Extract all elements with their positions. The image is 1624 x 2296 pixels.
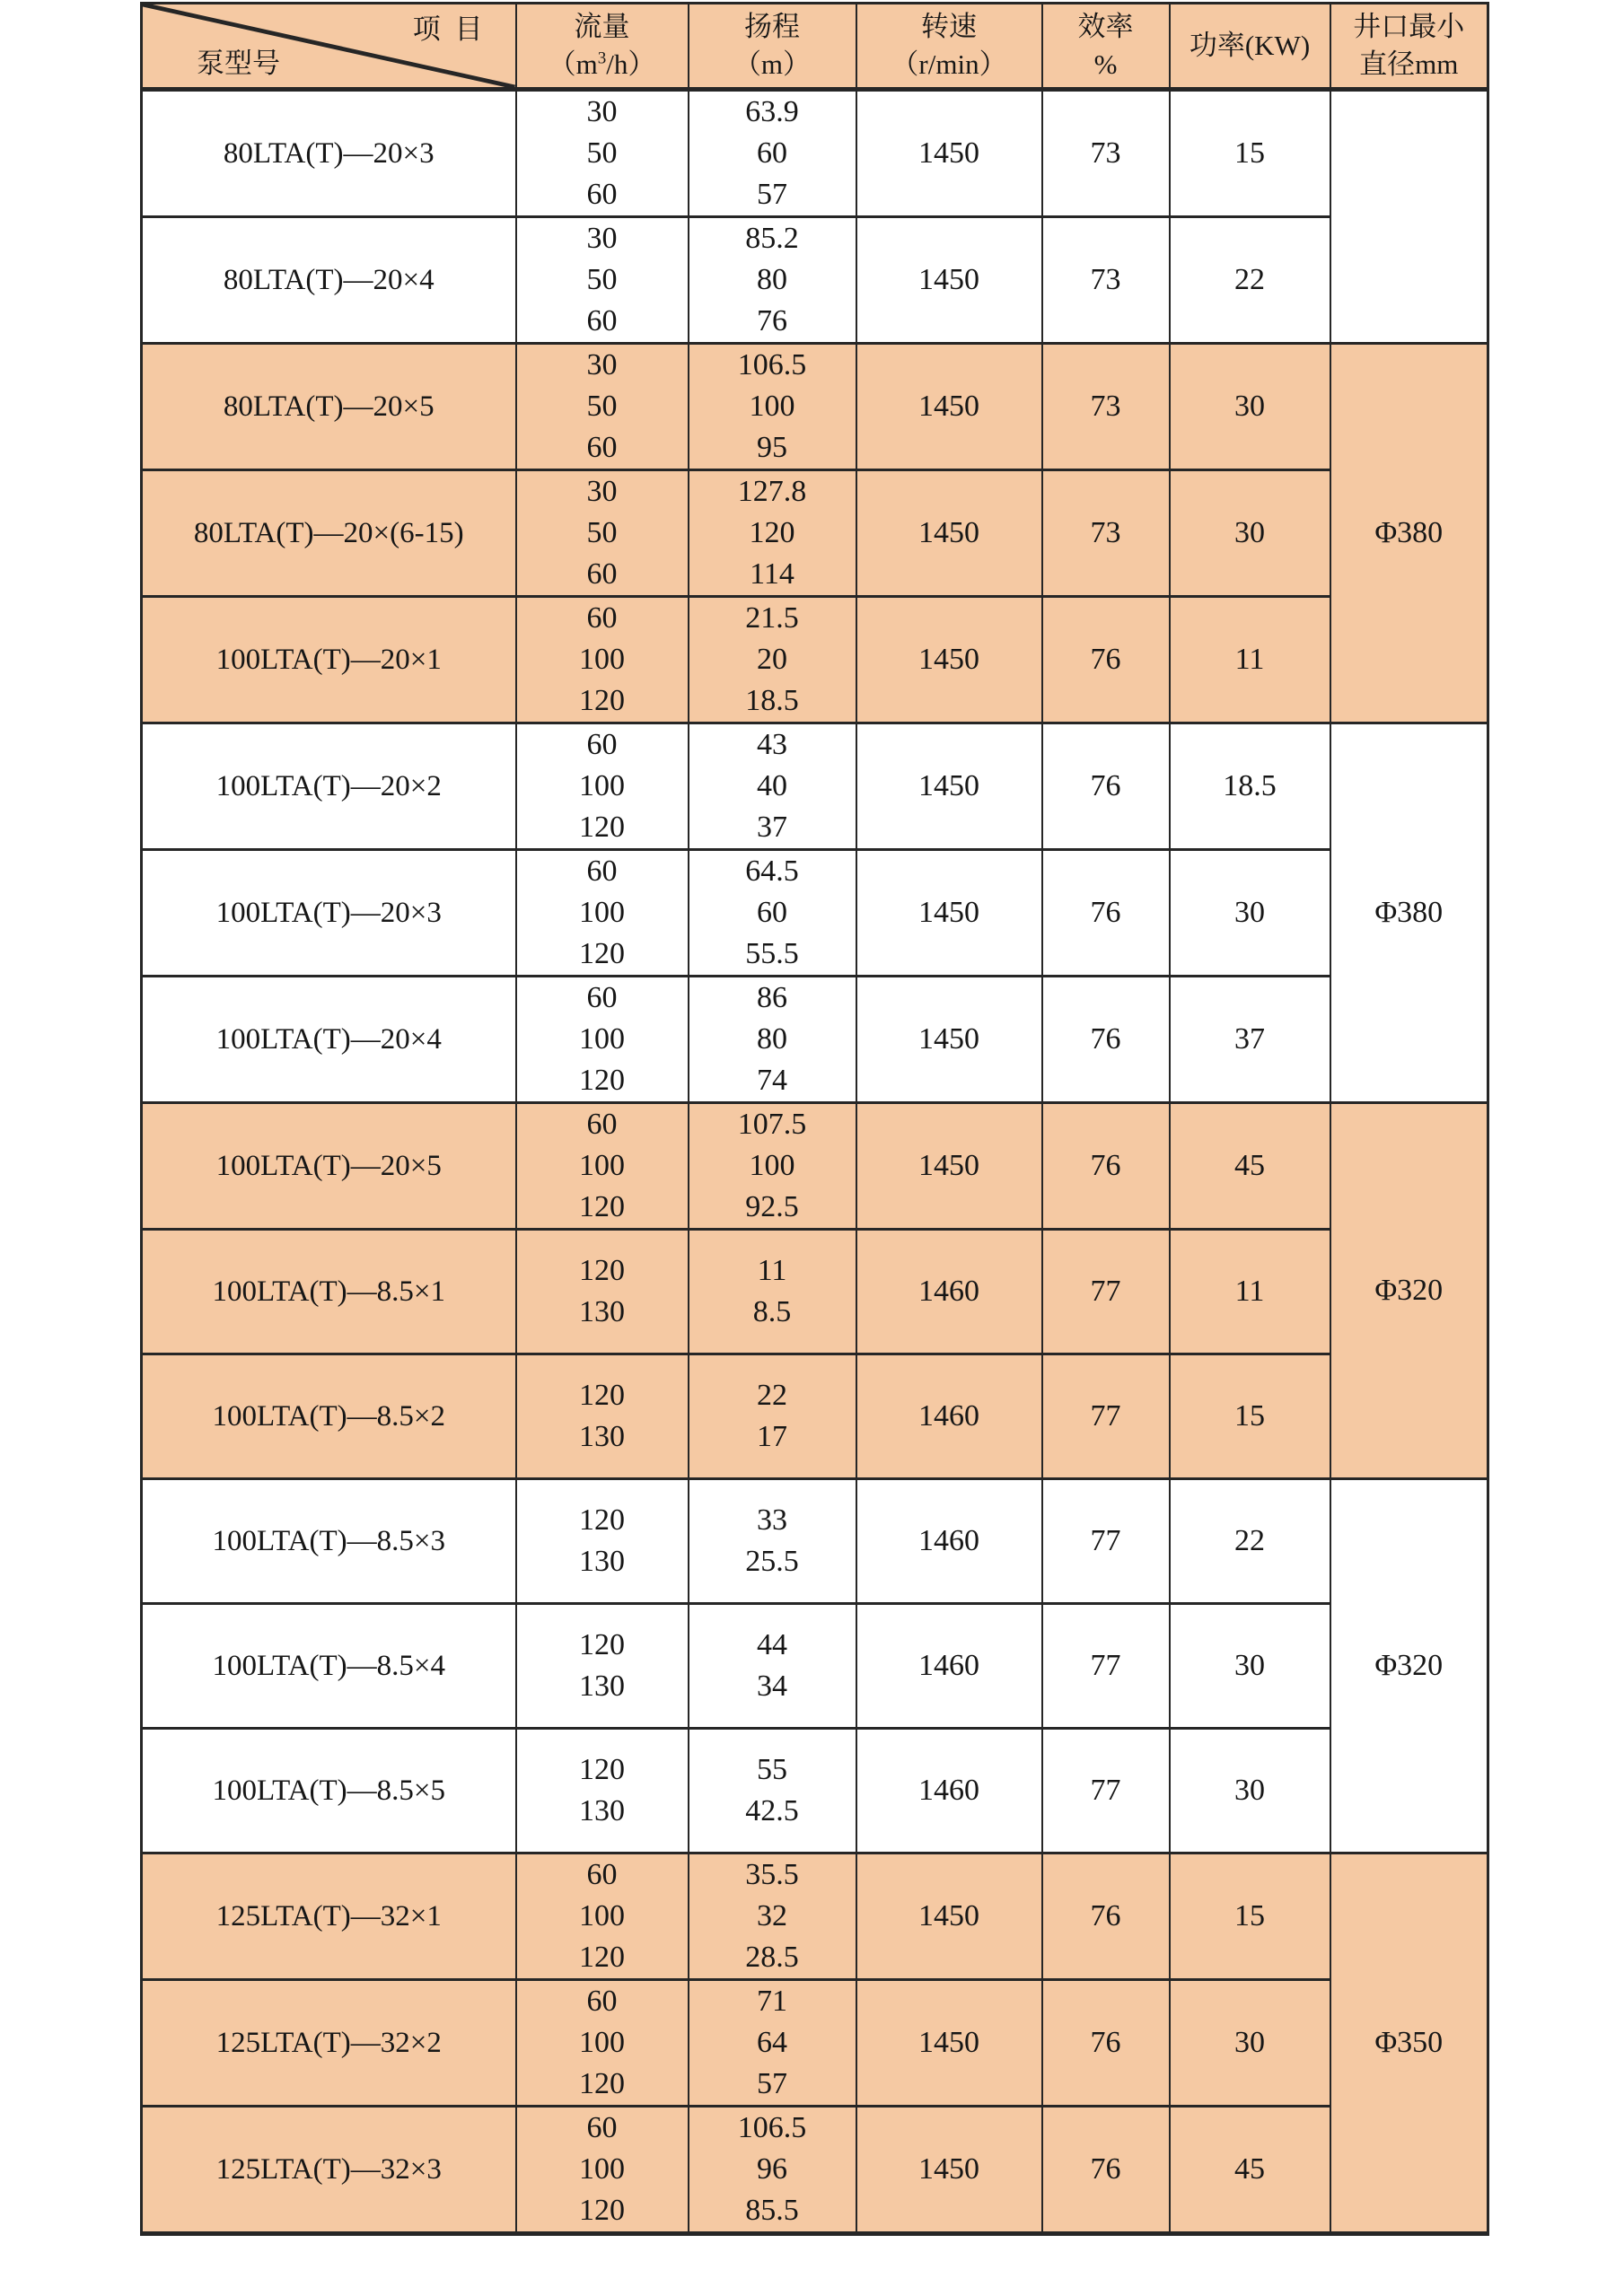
pump-model-cell: 80LTA(T)—20×(6-15) xyxy=(142,470,516,597)
flow-values-cell xyxy=(516,597,689,723)
power-cell: 15 xyxy=(1170,1853,1330,1980)
well-diameter-cell xyxy=(1330,90,1488,344)
head-value: 106.5 xyxy=(737,2111,807,2144)
table-row xyxy=(142,1479,1488,1604)
header-pump-model-label: 泵型号 xyxy=(197,48,280,79)
pump-model-cell: 125LTA(T)—32×3 xyxy=(142,2107,516,2234)
table-row xyxy=(142,1103,1488,1230)
head-value: 120 xyxy=(749,516,795,549)
head-value: 92.5 xyxy=(745,1190,799,1223)
power-cell: 11 xyxy=(1170,597,1330,723)
power-cell: 30 xyxy=(1170,1980,1330,2107)
flow-value: 60 xyxy=(586,304,618,337)
header-well-diameter-line2: 直径mm xyxy=(1359,48,1459,80)
flow-values-cell xyxy=(516,1604,689,1729)
pump-model-cell: 80LTA(T)—20×5 xyxy=(142,344,516,470)
power-cell: 30 xyxy=(1170,344,1330,470)
head-value: 64 xyxy=(757,2026,787,2059)
head-values-cell xyxy=(689,1103,856,1230)
header-flow-unit xyxy=(517,46,688,83)
efficiency-cell: 77 xyxy=(1042,1230,1170,1354)
flow-value: 120 xyxy=(579,2067,625,2100)
header-efficiency xyxy=(1042,4,1170,90)
efficiency-cell: 76 xyxy=(1042,723,1170,850)
flow-value: 120 xyxy=(579,937,625,970)
flow-values-cell xyxy=(516,1354,689,1479)
flow-values-cell xyxy=(516,90,689,217)
power-cell: 30 xyxy=(1170,1604,1330,1729)
head-value: 107.5 xyxy=(737,1108,807,1141)
head-values-cell xyxy=(689,723,856,850)
head-value: 37 xyxy=(757,811,787,844)
head-value: 42.5 xyxy=(745,1794,799,1827)
efficiency-cell: 77 xyxy=(1042,1604,1170,1729)
flow-value: 30 xyxy=(586,475,618,508)
pump-model-cell: 100LTA(T)—8.5×1 xyxy=(142,1230,516,1354)
power-cell: 18.5 xyxy=(1170,723,1330,850)
head-values-cell xyxy=(689,1980,856,2107)
flow-value: 120 xyxy=(579,1190,625,1223)
table-row xyxy=(142,217,1488,344)
head-value: 40 xyxy=(757,769,787,802)
flow-value: 60 xyxy=(586,431,618,464)
head-values-cell xyxy=(689,344,856,470)
table-row xyxy=(142,1604,1488,1729)
speed-cell: 1450 xyxy=(856,90,1042,217)
header-power xyxy=(1170,4,1330,90)
power-cell: 45 xyxy=(1170,2107,1330,2234)
efficiency-cell: 76 xyxy=(1042,850,1170,977)
head-value: 55.5 xyxy=(745,937,799,970)
head-value: 127.8 xyxy=(737,475,807,508)
power-cell: 15 xyxy=(1170,1354,1330,1479)
head-value: 60 xyxy=(757,896,787,929)
flow-value: 120 xyxy=(579,1503,625,1537)
efficiency-cell: 73 xyxy=(1042,344,1170,470)
flow-values-cell xyxy=(516,1853,689,1980)
flow-value: 120 xyxy=(579,1941,625,1974)
flow-values-cell xyxy=(516,344,689,470)
speed-cell: 1450 xyxy=(856,344,1042,470)
head-value: 35.5 xyxy=(745,1858,799,1891)
head-value: 28.5 xyxy=(745,1941,799,1974)
flow-value: 60 xyxy=(586,1108,618,1141)
flow-value: 100 xyxy=(579,769,625,802)
power-cell: 11 xyxy=(1170,1230,1330,1354)
header-speed-title: 转速 xyxy=(921,11,977,42)
flow-value: 120 xyxy=(579,1254,625,1287)
pump-model-cell: 100LTA(T)—8.5×5 xyxy=(142,1729,516,1853)
table-row xyxy=(142,597,1488,723)
head-value: 74 xyxy=(757,1064,787,1097)
flow-value: 120 xyxy=(579,684,625,717)
power-cell: 30 xyxy=(1170,850,1330,977)
pump-model-cell: 100LTA(T)—20×1 xyxy=(142,597,516,723)
flow-unit-pre: （m xyxy=(548,48,598,80)
head-value: 18.5 xyxy=(745,684,799,717)
head-value: 64.5 xyxy=(745,854,799,888)
head-value: 44 xyxy=(757,1628,787,1661)
well-diameter-cell: Φ380 xyxy=(1330,344,1488,723)
speed-cell: 1450 xyxy=(856,597,1042,723)
efficiency-cell: 76 xyxy=(1042,977,1170,1103)
speed-cell: 1460 xyxy=(856,1354,1042,1479)
flow-value: 120 xyxy=(579,1628,625,1661)
table-row xyxy=(142,344,1488,470)
head-value: 106.5 xyxy=(737,348,807,381)
speed-cell: 1450 xyxy=(856,977,1042,1103)
well-diameter-cell: Φ320 xyxy=(1330,1103,1488,1479)
flow-values-cell xyxy=(516,977,689,1103)
head-values-cell xyxy=(689,1853,856,1980)
flow-value: 60 xyxy=(586,728,618,761)
flow-value: 120 xyxy=(579,1064,625,1097)
flow-value: 60 xyxy=(586,1985,618,2018)
power-cell: 30 xyxy=(1170,470,1330,597)
head-values-cell xyxy=(689,977,856,1103)
speed-cell: 1450 xyxy=(856,1853,1042,1980)
head-value: 21.5 xyxy=(745,601,799,635)
flow-value: 100 xyxy=(579,2152,625,2186)
flow-value: 100 xyxy=(579,1149,625,1182)
power-cell: 22 xyxy=(1170,217,1330,344)
flow-values-cell xyxy=(516,1103,689,1230)
well-diameter-cell: Φ320 xyxy=(1330,1479,1488,1853)
power-cell: 30 xyxy=(1170,1729,1330,1853)
flow-value: 120 xyxy=(579,811,625,844)
head-value: 85.2 xyxy=(745,222,799,255)
table-row xyxy=(142,850,1488,977)
flow-value: 60 xyxy=(586,178,618,211)
head-values-cell xyxy=(689,1729,856,1853)
flow-value: 100 xyxy=(579,896,625,929)
flow-unit-post: /h） xyxy=(606,48,656,80)
head-value: 71 xyxy=(757,1985,787,2018)
table-row xyxy=(142,1354,1488,1479)
head-value: 60 xyxy=(757,136,787,170)
flow-value: 30 xyxy=(586,222,618,255)
speed-cell: 1460 xyxy=(856,1604,1042,1729)
header-flow xyxy=(516,4,689,90)
header-power-title: 功率(KW) xyxy=(1189,30,1311,61)
table-row xyxy=(142,1853,1488,1980)
flow-value: 130 xyxy=(579,1295,625,1328)
power-cell: 22 xyxy=(1170,1479,1330,1604)
head-value: 57 xyxy=(757,178,787,211)
flow-value: 50 xyxy=(586,516,618,549)
flow-value: 30 xyxy=(586,95,618,128)
flow-value: 60 xyxy=(586,557,618,591)
table-row xyxy=(142,470,1488,597)
head-value: 43 xyxy=(757,728,787,761)
head-value: 86 xyxy=(757,981,787,1014)
flow-value: 120 xyxy=(579,2194,625,2227)
flow-value: 120 xyxy=(579,1379,625,1412)
head-values-cell xyxy=(689,1354,856,1479)
flow-value: 60 xyxy=(586,2111,618,2144)
head-values-cell xyxy=(689,217,856,344)
flow-values-cell xyxy=(516,1729,689,1853)
head-value: 34 xyxy=(757,1669,787,1703)
flow-value: 30 xyxy=(586,348,618,381)
flow-value: 120 xyxy=(579,1753,625,1786)
header-speed xyxy=(856,4,1042,90)
pump-model-cell: 80LTA(T)—20×4 xyxy=(142,217,516,344)
head-value: 33 xyxy=(757,1503,787,1537)
head-value: 20 xyxy=(757,643,787,676)
speed-cell: 1460 xyxy=(856,1230,1042,1354)
flow-values-cell xyxy=(516,723,689,850)
speed-cell: 1450 xyxy=(856,470,1042,597)
table-row xyxy=(142,2107,1488,2234)
speed-cell: 1450 xyxy=(856,1103,1042,1230)
flow-value: 50 xyxy=(586,263,618,296)
efficiency-cell: 73 xyxy=(1042,217,1170,344)
pump-model-cell: 100LTA(T)—20×3 xyxy=(142,850,516,977)
speed-cell: 1450 xyxy=(856,2107,1042,2234)
flow-value: 60 xyxy=(586,854,618,888)
head-value: 95 xyxy=(757,431,787,464)
header-row xyxy=(142,4,1488,90)
table-row xyxy=(142,977,1488,1103)
header-item-label: 项 目 xyxy=(412,13,487,45)
table-row xyxy=(142,1980,1488,2107)
head-values-cell xyxy=(689,90,856,217)
flow-value: 100 xyxy=(579,1899,625,1932)
flow-value: 130 xyxy=(579,1545,625,1578)
efficiency-cell: 76 xyxy=(1042,1103,1170,1230)
speed-cell: 1460 xyxy=(856,1479,1042,1604)
table-row xyxy=(142,90,1488,217)
table-row xyxy=(142,1230,1488,1354)
power-cell: 45 xyxy=(1170,1103,1330,1230)
flow-values-cell xyxy=(516,1980,689,2107)
efficiency-cell: 77 xyxy=(1042,1479,1170,1604)
pump-model-cell: 100LTA(T)—8.5×4 xyxy=(142,1604,516,1729)
head-value: 11 xyxy=(757,1254,787,1287)
flow-values-cell xyxy=(516,850,689,977)
flow-value: 100 xyxy=(579,1022,625,1056)
head-value: 32 xyxy=(757,1899,787,1932)
pump-model-cell: 100LTA(T)—20×4 xyxy=(142,977,516,1103)
head-value: 63.9 xyxy=(745,95,799,128)
flow-values-cell xyxy=(516,2107,689,2234)
header-efficiency-title: 效率 xyxy=(1077,11,1134,42)
well-diameter-cell: Φ380 xyxy=(1330,723,1488,1103)
speed-cell: 1460 xyxy=(856,1729,1042,1853)
flow-values-cell xyxy=(516,470,689,597)
flow-value: 100 xyxy=(579,2026,625,2059)
pump-model-cell: 80LTA(T)—20×3 xyxy=(142,90,516,217)
head-value: 100 xyxy=(749,1149,795,1182)
flow-value: 60 xyxy=(586,1858,618,1891)
head-values-cell xyxy=(689,1604,856,1729)
head-value: 55 xyxy=(757,1753,787,1786)
header-flow-title: 流量 xyxy=(574,11,630,42)
flow-values-cell xyxy=(516,1230,689,1354)
header-efficiency-unit: % xyxy=(1093,48,1118,80)
head-value: 80 xyxy=(757,1022,787,1056)
head-value: 100 xyxy=(749,390,795,423)
head-value: 96 xyxy=(757,2152,787,2186)
efficiency-cell: 76 xyxy=(1042,597,1170,723)
head-values-cell xyxy=(689,850,856,977)
efficiency-cell: 76 xyxy=(1042,2107,1170,2234)
head-values-cell xyxy=(689,597,856,723)
head-value: 8.5 xyxy=(752,1295,792,1328)
head-value: 22 xyxy=(757,1379,787,1412)
table-row xyxy=(142,723,1488,850)
speed-cell: 1450 xyxy=(856,1980,1042,2107)
diagonal-header-cell xyxy=(142,4,516,90)
header-well-diameter-line1: 井口最小 xyxy=(1353,11,1465,42)
efficiency-cell: 76 xyxy=(1042,1853,1170,1980)
flow-value: 50 xyxy=(586,136,618,170)
pump-model-cell: 125LTA(T)—32×2 xyxy=(142,1980,516,2107)
head-values-cell xyxy=(689,1479,856,1604)
head-value: 17 xyxy=(757,1420,787,1453)
power-cell: 37 xyxy=(1170,977,1330,1103)
pump-spec-table xyxy=(140,2,1489,2236)
flow-value: 60 xyxy=(586,981,618,1014)
flow-value: 130 xyxy=(579,1669,625,1703)
head-value: 76 xyxy=(757,304,787,337)
pump-model-cell: 100LTA(T)—8.5×3 xyxy=(142,1479,516,1604)
flow-value: 130 xyxy=(579,1794,625,1827)
well-diameter-cell: Φ350 xyxy=(1330,1853,1488,2234)
efficiency-cell: 77 xyxy=(1042,1729,1170,1853)
head-value: 114 xyxy=(750,557,794,591)
speed-cell: 1450 xyxy=(856,217,1042,344)
flow-values-cell xyxy=(516,1479,689,1604)
head-values-cell xyxy=(689,1230,856,1354)
pump-model-cell: 100LTA(T)—20×5 xyxy=(142,1103,516,1230)
header-speed-unit: （r/min） xyxy=(891,48,1007,80)
speed-cell: 1450 xyxy=(856,723,1042,850)
header-head-unit: （m） xyxy=(733,48,812,80)
efficiency-cell: 76 xyxy=(1042,1980,1170,2107)
head-value: 80 xyxy=(757,263,787,296)
header-well-diameter xyxy=(1330,4,1488,90)
flow-value: 130 xyxy=(579,1420,625,1453)
flow-value: 60 xyxy=(586,601,618,635)
table-row xyxy=(142,1729,1488,1853)
pump-model-cell: 100LTA(T)—8.5×2 xyxy=(142,1354,516,1479)
head-value: 25.5 xyxy=(745,1545,799,1578)
header-head-title: 扬程 xyxy=(744,11,800,42)
head-values-cell xyxy=(689,470,856,597)
flow-value: 100 xyxy=(579,643,625,676)
pump-model-cell: 100LTA(T)—20×2 xyxy=(142,723,516,850)
flow-values-cell xyxy=(516,217,689,344)
efficiency-cell: 73 xyxy=(1042,90,1170,217)
flow-value: 50 xyxy=(586,390,618,423)
efficiency-cell: 77 xyxy=(1042,1354,1170,1479)
head-value: 57 xyxy=(757,2067,787,2100)
pump-model-cell: 125LTA(T)—32×1 xyxy=(142,1853,516,1980)
efficiency-cell: 73 xyxy=(1042,470,1170,597)
speed-cell: 1450 xyxy=(856,850,1042,977)
head-value: 85.5 xyxy=(745,2194,799,2227)
header-head xyxy=(689,4,856,90)
power-cell: 15 xyxy=(1170,90,1330,217)
flow-unit-exponent: 3 xyxy=(597,48,607,68)
head-values-cell xyxy=(689,2107,856,2234)
